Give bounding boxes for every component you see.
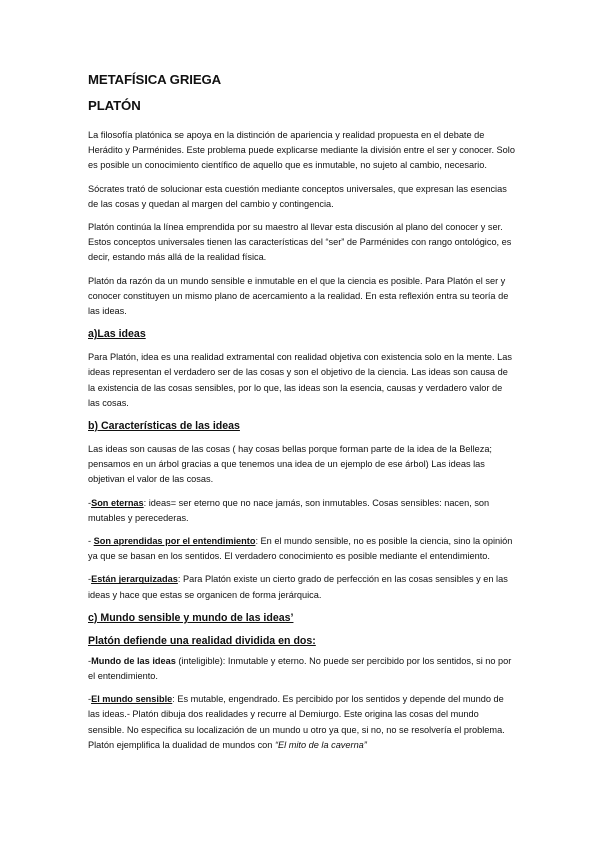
section-c-item-mundo-sensible [88, 692, 516, 753]
term-son-eternas: Son eternas [91, 497, 144, 508]
intro-paragraph-1: La filosofía platónica se apoya en la distinción de apariencia y realidad propuesta en el debate de Herádito y Parménides. Este problema puede explicarse mediante la división entre el ser y conocer. Solo es posible un conocimiento científico de aquello que es inmutable, no sujeto al cambio, necesario. [88, 130, 515, 171]
item-prefix: - [88, 694, 92, 705]
item-text: : En el mundo sensible, no es posible la ciencia, sino la opinión ya que se basan en los sentidos. El verdadero conocimiento es posible mediante el entendimiento. [88, 536, 513, 562]
term-estan-jerarquizadas: Están jerarquizadas [91, 574, 178, 585]
item-prefix: - [88, 497, 92, 508]
section-b-item-eternas [88, 496, 516, 526]
section-b-item-jerarquizadas [88, 572, 516, 602]
section-c-heading: c) Mundo sensible y mundo de las ideas’ [88, 611, 294, 624]
term-mundo-ideas: Mundo de las ideas [91, 655, 176, 666]
item-text: : Es mutable, engendrado. Es percibido por los sentidos y depende del mundo de las ideas.- Platón dibuja dos realidades y recurre al Demiurgo. Este origina las cosas del mundo sensible. No especifica su localización de un mundo u otro ya que, si no, no se resolvería el problema. Platón ejemplifica la dualidad de mundos con [88, 694, 505, 750]
term-mundo-sensible: El mundo sensible [91, 694, 173, 705]
mito-caverna-quote: “El mito de la caverna” [274, 739, 367, 750]
section-a-paragraph: Para Platón, idea es una realidad extramental con realidad objetiva con existencia solo en la mente. Las ideas representan el verdadero ser de las cosas y son el objetivo de la ciencia. Las ideas son causa de la existencia de las cosas sensibles, por lo que, las ideas son la esencia, causas y verdadero valor de las cosas. [88, 352, 512, 408]
section-a-heading: a)Las ideas [88, 328, 146, 341]
section-c-subheading: Platón defiende una realidad dividida en dos: [88, 634, 316, 647]
section-c-item-mundo-ideas [88, 654, 516, 684]
section-b-paragraph: Las ideas son causas de las cosas ( hay cosas bellas porque forman parte de la idea de la Belleza; pensamos en un árbol gracias a que tenemos una idea de un ejemplo de ese árbol) Las ideas las objetivan el valor de las cosas. [88, 444, 492, 485]
term-son-aprendidas: Son aprendidas por el entendimiento [93, 536, 256, 547]
item-text: : Para Platón existe un cierto grado de perfección en las cosas sensibles y en las ideas y hace que estas se organicen de forma jerárquica. [88, 574, 508, 600]
section-b-item-aprendidas [88, 534, 516, 564]
section-b-heading: b) Características de las ideas [88, 420, 240, 433]
item-prefix: - [88, 655, 92, 666]
item-text: : ideas= ser eterno que no nace jamás, son inmutables. Cosas sensibles: nacen, son mutables y perecederas. [88, 497, 490, 523]
item-prefix: - [88, 536, 94, 547]
item-text: (inteligible): Inmutable y eterno. No puede ser percibido por los sentidos, si no por el entendimiento. [88, 655, 512, 682]
intro-paragraph-2: Sócrates trató de solucionar esta cuestión mediante conceptos universales, que expresan las esencias de las cosas y quedan al margen del cambio y contingencia. [88, 183, 507, 209]
intro-paragraph-3: Platón continúa la línea emprendida por su maestro al llevar esta discusión al plano del conocer y ser. Estos conceptos universales tienen las características del “ser” de Parménides con rango ontológico, es decir, estando más allá de la realidad física. [88, 222, 512, 263]
item-prefix: - [88, 574, 92, 585]
document-body [88, 72, 516, 761]
document-subtitle: PLATÓN [88, 98, 141, 113]
intro-paragraph-4: Platón da razón da un mundo sensible e inmutable en el que la ciencia es posible. Para Platón el ser y conocer constituyen un mismo plano de acercamiento a la realidad. En esta reflexión entra su teoría de las ideas. [88, 275, 509, 317]
document-title: METAFÍSICA GRIEGA [88, 72, 222, 87]
